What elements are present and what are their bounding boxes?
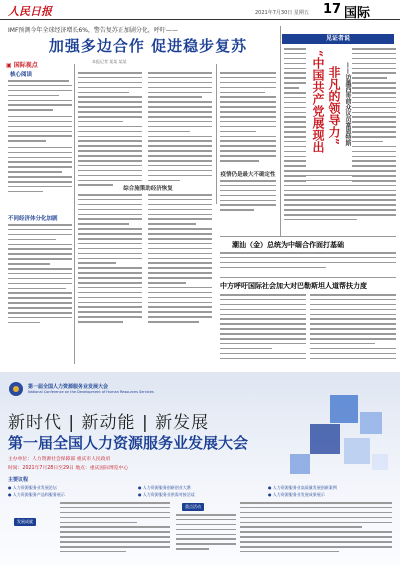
masthead bbox=[0, 0, 400, 20]
news-body-1 bbox=[220, 252, 396, 276]
article-kicker: IMF预测今年全球经济增长6%，警告复苏正加剧分化，呼吁—— bbox=[8, 27, 178, 34]
ad-agenda-item: ● 人力资源服务业发展论坛 bbox=[8, 485, 57, 491]
ad-body-c bbox=[240, 502, 392, 562]
newspaper-logo: 人民日报 bbox=[8, 5, 52, 18]
conference-logo-icon bbox=[9, 382, 23, 396]
ad-host-line: 主办单位：人力资源社会保障部 重庆市人民政府 bbox=[8, 457, 111, 462]
subheading-uncertainty: 疫情仍是最大不确定性 bbox=[220, 172, 276, 178]
page-number: 17 bbox=[323, 2, 342, 17]
subheading-policy: 综合施策助经济恢复 bbox=[123, 186, 173, 192]
ad-agenda-tag: 主要议程 bbox=[8, 477, 29, 483]
article-column-3 bbox=[148, 72, 212, 184]
ad-agenda-item: ● 人力资源服务创新创业大赛 bbox=[138, 485, 191, 491]
article-column-1b bbox=[8, 224, 72, 364]
feature-title-line1: “中国共产党展现出 bbox=[311, 50, 325, 153]
article-column-4 bbox=[220, 72, 276, 168]
section-tag-label: 国际视点 bbox=[13, 62, 38, 69]
page-section: 国际 bbox=[344, 6, 371, 21]
ad-agenda-item: ● 人力资源服务业供需对接洽谈 bbox=[138, 492, 195, 498]
news-body-2b bbox=[310, 294, 396, 366]
article-column-4b bbox=[220, 180, 276, 220]
ad-body-a bbox=[60, 502, 170, 562]
cubes-graphic-icon bbox=[270, 390, 396, 490]
ad-slogan: 新时代 | 新动能 | 新发展 bbox=[8, 413, 210, 433]
article-headline: 加强多边合作 促进稳步复苏 bbox=[48, 37, 248, 55]
ad-agenda-item: ● 人力资源服务产品和服务展示 bbox=[8, 492, 65, 498]
news-body-2a bbox=[220, 294, 306, 366]
feature-subtitle: ——访墨西哥前众议员富恩特斯 bbox=[344, 62, 351, 146]
conference-advertisement bbox=[0, 372, 400, 565]
ad-badge-achievements: 发展成就 bbox=[14, 518, 36, 526]
news-headline-2: 中方呼吁国际社会加大对巴勒斯坦人道帮扶力度 bbox=[220, 282, 367, 290]
article-byline: 本报记者 某某 某某 bbox=[92, 59, 127, 64]
article-column-3b bbox=[148, 194, 212, 364]
ad-badge-activities: 重点活动 bbox=[182, 503, 204, 511]
ad-agenda-item: ● 人力资源服务业发展成果展示 bbox=[268, 492, 325, 498]
news-headline-1: 潮汕（金）总统为中缅合作面打基础 bbox=[232, 241, 344, 249]
subheading-divergence: 不同经济体分化加剧 bbox=[8, 216, 58, 222]
ad-time-line: 时间：2021年7月28日至29日 地点：重庆国际博览中心 bbox=[8, 466, 129, 471]
article-column-2b bbox=[78, 194, 142, 364]
ad-title: 第一届全国人力资源服务业发展大会 bbox=[8, 434, 249, 452]
issue-date: 2021年7月30日 星期五 bbox=[255, 10, 309, 16]
subheading-core: 核心阅读 bbox=[10, 72, 33, 78]
section-tag: ▣ 国际视点 bbox=[6, 62, 38, 69]
ad-org-english: National Conference on the Development of Human Resources Services bbox=[28, 390, 154, 394]
article-column-2 bbox=[78, 72, 142, 192]
ad-agenda-item: ● 人力资源服务业高质量发展创新案例 bbox=[268, 485, 337, 491]
ad-org-name: 第一届全国人力资源服务业发展大会 bbox=[28, 384, 109, 390]
feature-column-c bbox=[284, 170, 396, 232]
ad-body-b bbox=[176, 514, 236, 562]
feature-label: 见证者说 bbox=[282, 34, 394, 44]
feature-title-line2: 非凡的领导力” bbox=[327, 66, 341, 145]
